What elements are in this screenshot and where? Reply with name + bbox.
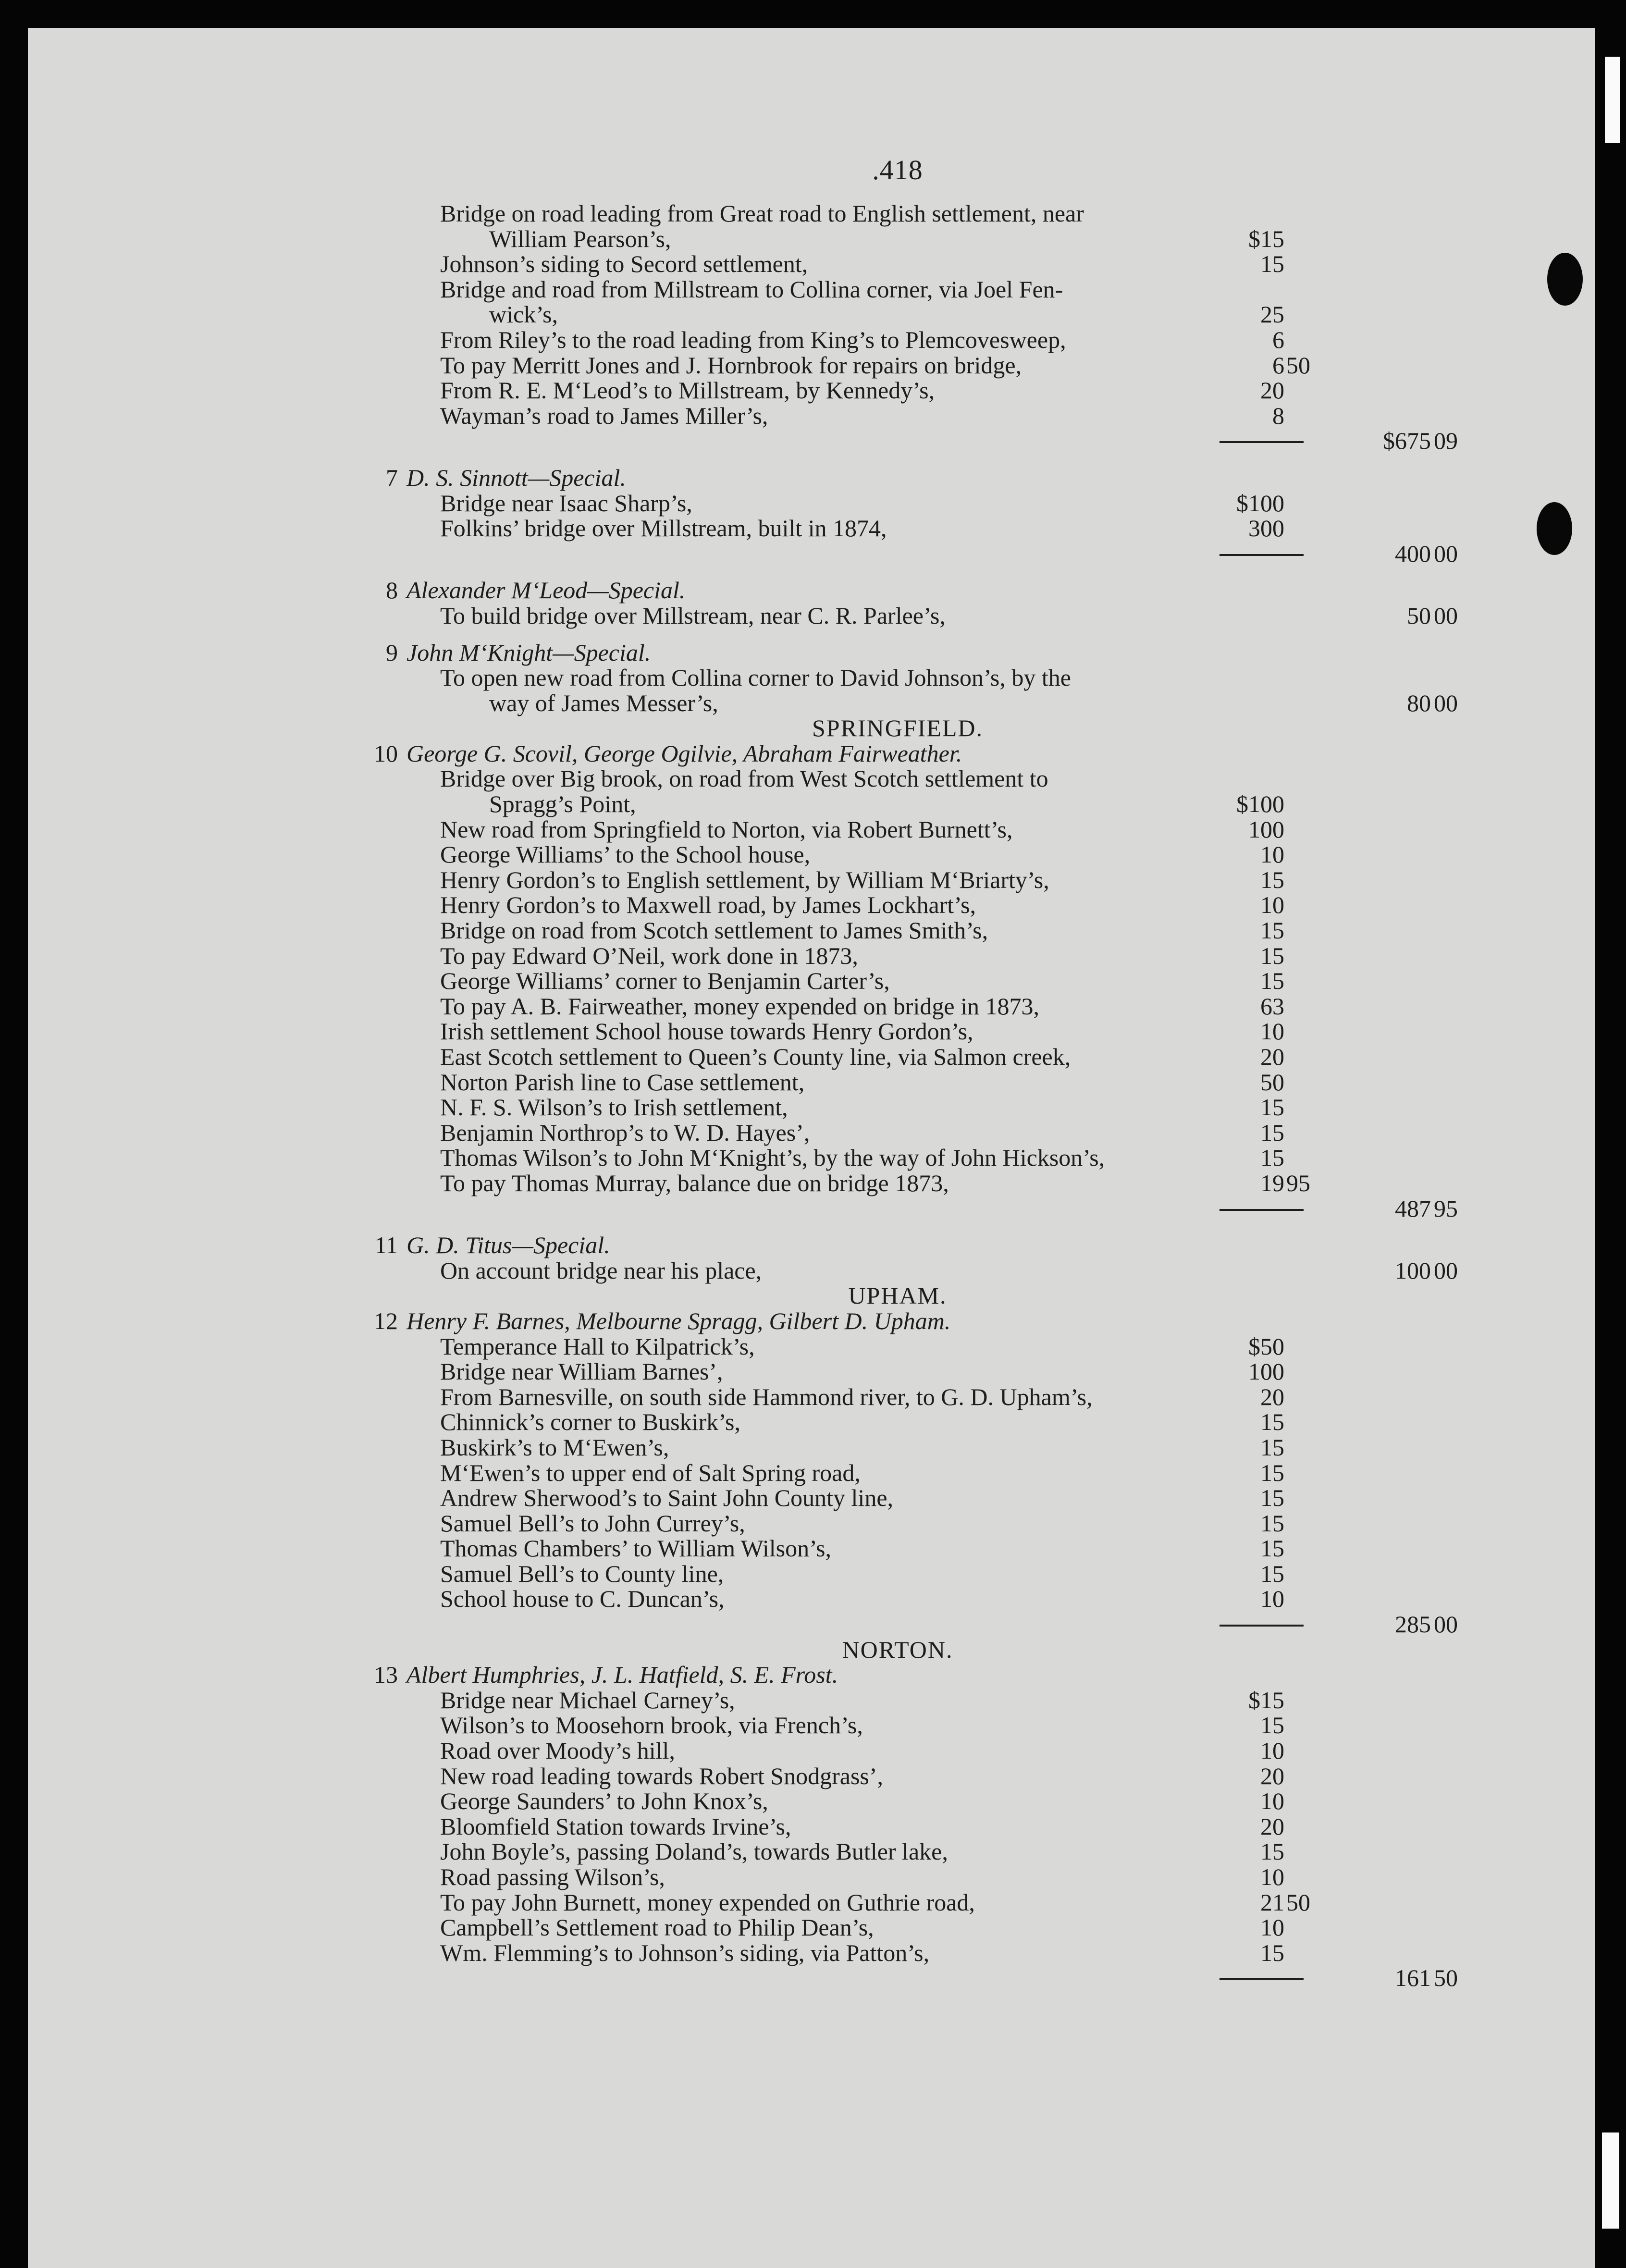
ledger-entry bbox=[359, 943, 1436, 969]
total-cents: 00 bbox=[1434, 1257, 1458, 1284]
ledger-entry bbox=[359, 918, 1436, 943]
parish-name: UPHAM. bbox=[848, 1282, 947, 1309]
ledger-entry bbox=[359, 1713, 1436, 1738]
entry-number: 13 bbox=[374, 1661, 398, 1689]
amount-dollars: $15 bbox=[1248, 225, 1284, 252]
ledger-entry bbox=[359, 766, 1436, 791]
ledger-entry bbox=[359, 1460, 1436, 1486]
amount-dollars: 10 bbox=[1260, 1863, 1284, 1890]
ledger-entry bbox=[359, 403, 1436, 429]
entry-description: Bridge near Michael Carney’s, bbox=[440, 1686, 735, 1713]
ledger-entry bbox=[359, 1384, 1436, 1410]
amount-dollars: 10 bbox=[1260, 1018, 1284, 1045]
edge-tab-bottom bbox=[1602, 2132, 1619, 2229]
ledger-entry bbox=[359, 1145, 1436, 1171]
amount-dollars: 6 bbox=[1272, 351, 1284, 379]
entry-description: George Saunders’ to John Knox’s, bbox=[440, 1787, 768, 1815]
amount-dollars: 15 bbox=[1260, 1712, 1284, 1739]
amount-dollars: 20 bbox=[1260, 1043, 1284, 1070]
entry-description: George Williams’ to the School house, bbox=[440, 841, 811, 868]
sum-rule bbox=[1220, 1978, 1304, 1980]
entry-description: N. F. S. Wilson’s to Irish settlement, bbox=[440, 1094, 788, 1121]
amount-dollars: 10 bbox=[1260, 891, 1284, 919]
ledger-entry bbox=[359, 1171, 1436, 1196]
ledger-entry-continued bbox=[359, 791, 1436, 817]
entry-description: Chinnick’s corner to Buskirk’s, bbox=[440, 1408, 740, 1436]
amount-dollars: 15 bbox=[1260, 1408, 1284, 1436]
entry-description: wick’s, bbox=[489, 301, 558, 328]
amount-cents: 50 bbox=[1286, 351, 1310, 379]
total-dollars: 161 bbox=[1395, 1964, 1431, 1992]
commissioner-names: D. S. Sinnott—Special. bbox=[406, 464, 626, 491]
ledger-entry bbox=[359, 1536, 1436, 1561]
entry-description: Bridge and road from Millstream to Collina corner, via Joel Fen- bbox=[440, 275, 1063, 303]
commissioner-names: G. D. Titus—Special. bbox=[406, 1232, 610, 1259]
commissioner-names: Alexander M‘Leod—Special. bbox=[406, 577, 686, 604]
entry-description: Wm. Flemming’s to Johnson’s siding, via Patton’s, bbox=[440, 1939, 930, 1966]
ledger-entry bbox=[359, 251, 1436, 277]
document-page bbox=[28, 28, 1595, 2268]
entry-description: New road leading towards Robert Snodgrass’, bbox=[440, 1762, 884, 1789]
entry-description: Benjamin Northrop’s to W. D. Hayes’, bbox=[440, 1119, 810, 1146]
entry-number: 10 bbox=[374, 740, 398, 767]
entry-description: way of James Messer’s, bbox=[489, 689, 718, 716]
amount-dollars: 300 bbox=[1248, 515, 1284, 542]
entry-description: John Boyle’s, passing Doland’s, towards Butler lake, bbox=[440, 1838, 948, 1865]
entry-description: To open new road from Collina corner to David Johnson’s, by the bbox=[440, 664, 1071, 691]
entry-description: Johnson’s siding to Secord settlement, bbox=[440, 250, 808, 278]
ledger-entry bbox=[359, 1511, 1436, 1536]
entry-description: Bridge near Isaac Sharp’s, bbox=[440, 489, 692, 517]
entry-description: Thomas Chambers’ to William Wilson’s, bbox=[440, 1535, 831, 1562]
amount-dollars: 15 bbox=[1260, 942, 1284, 969]
commissioner-heading bbox=[359, 578, 1436, 603]
entry-number: 12 bbox=[374, 1307, 398, 1334]
row-spacer bbox=[359, 629, 1436, 640]
sum-rule bbox=[1220, 1209, 1304, 1211]
ledger-entry-continued bbox=[359, 302, 1436, 327]
ledger-entry bbox=[359, 1788, 1436, 1814]
ledger-entry bbox=[359, 1044, 1436, 1070]
ledger-entry bbox=[359, 817, 1436, 842]
sum-rule bbox=[1220, 554, 1304, 556]
amount-dollars: 15 bbox=[1260, 866, 1284, 893]
amount-dollars: 15 bbox=[1260, 1535, 1284, 1562]
commissioner-names: John M‘Knight—Special. bbox=[406, 639, 651, 666]
ledger-entry bbox=[359, 968, 1436, 994]
entry-description: Buskirk’s to M‘Ewen’s, bbox=[440, 1433, 669, 1461]
amount-dollars: 15 bbox=[1260, 1433, 1284, 1461]
row-spacer bbox=[359, 566, 1436, 578]
amount-dollars: 15 bbox=[1260, 917, 1284, 944]
entry-description: Andrew Sherwood’s to Saint John County line, bbox=[440, 1484, 894, 1512]
total-dollars: 285 bbox=[1395, 1611, 1431, 1638]
amount-dollars: 20 bbox=[1260, 1762, 1284, 1789]
ledger-entry bbox=[359, 1864, 1436, 1890]
amount-dollars: 15 bbox=[1260, 967, 1284, 995]
total-cents: 50 bbox=[1434, 1964, 1458, 1992]
entry-description: Road over Moody’s hill, bbox=[440, 1737, 675, 1764]
commissioner-names: Henry F. Barnes, Melbourne Spragg, Gilbert D. Upham. bbox=[406, 1307, 951, 1334]
entry-number: 9 bbox=[386, 639, 398, 666]
subtotal-row bbox=[359, 540, 1458, 567]
ledger-entry bbox=[359, 1561, 1436, 1587]
amount-dollars: 100 bbox=[1248, 815, 1284, 843]
ledger-entry bbox=[359, 1070, 1436, 1095]
entry-description: William Pearson’s, bbox=[489, 225, 671, 252]
page-number: .418 bbox=[872, 154, 923, 185]
ledger-entry bbox=[359, 201, 1436, 226]
entry-number: 7 bbox=[386, 464, 398, 491]
ledger-entry bbox=[359, 1940, 1436, 1966]
ledger-entry bbox=[359, 867, 1436, 893]
ledger-entry bbox=[359, 1095, 1436, 1120]
edge-tab-top bbox=[1605, 57, 1620, 143]
entry-description: Norton Parish line to Case settlement, bbox=[440, 1068, 805, 1096]
commissioner-names: Albert Humphries, J. L. Hatfield, S. E. Frost. bbox=[406, 1661, 838, 1689]
amount-dollars: 25 bbox=[1260, 301, 1284, 328]
entry-description: Road passing Wilson’s, bbox=[440, 1863, 665, 1890]
entry-number: 8 bbox=[386, 577, 398, 604]
entry-description: To pay Thomas Murray, balance due on bridge 1873, bbox=[440, 1169, 949, 1196]
ledger-entry bbox=[359, 1257, 1458, 1284]
subtotal-row bbox=[359, 1964, 1458, 1992]
parish-heading bbox=[359, 1637, 1436, 1663]
row-spacer bbox=[359, 454, 1436, 465]
amount-dollars: $100 bbox=[1236, 790, 1284, 818]
commissioner-heading bbox=[359, 640, 1436, 666]
amount-dollars: $50 bbox=[1248, 1332, 1284, 1360]
amount-dollars: 15 bbox=[1260, 1509, 1284, 1537]
entry-description: New road from Springfield to Norton, via Robert Burnett’s, bbox=[440, 815, 1013, 843]
entry-description: Bridge on road leading from Great road to English settlement, near bbox=[440, 200, 1084, 227]
ledger-entry bbox=[359, 1738, 1436, 1763]
amount-dollars: 10 bbox=[1260, 841, 1284, 868]
amount-dollars: 50 bbox=[1260, 1068, 1284, 1096]
ledger-entry bbox=[359, 1586, 1436, 1612]
ledger-entry bbox=[359, 1409, 1436, 1435]
amount-dollars: 21 bbox=[1260, 1888, 1284, 1916]
ledger-entry-continued bbox=[359, 226, 1436, 252]
amount-dollars: 15 bbox=[1260, 1838, 1284, 1865]
sum-rule bbox=[1220, 441, 1304, 443]
amount-dollars: 15 bbox=[1260, 1119, 1284, 1146]
total-dollars: 400 bbox=[1395, 540, 1431, 567]
commissioner-names: George G. Scovil, George Ogilvie, Abraham Fairweather. bbox=[406, 740, 962, 767]
ledger-entry bbox=[359, 277, 1436, 302]
punch-hole-upper bbox=[1547, 253, 1583, 306]
total-cents: 00 bbox=[1434, 602, 1458, 629]
amount-dollars: 10 bbox=[1260, 1787, 1284, 1815]
entry-description: From Riley’s to the road leading from King’s to Plemcovesweep, bbox=[440, 326, 1066, 353]
total-cents: 00 bbox=[1434, 540, 1458, 567]
total-dollars: 50 bbox=[1407, 602, 1431, 629]
entry-description: Wayman’s road to James Miller’s, bbox=[440, 402, 768, 429]
entry-description: Bridge near William Barnes’, bbox=[440, 1358, 723, 1385]
ledger-entry bbox=[359, 1814, 1436, 1839]
commissioner-heading bbox=[359, 1662, 1436, 1688]
total-cents: 95 bbox=[1434, 1195, 1458, 1222]
amount-dollars: 19 bbox=[1260, 1169, 1284, 1196]
amount-dollars: 10 bbox=[1260, 1585, 1284, 1613]
amount-dollars: 20 bbox=[1260, 1812, 1284, 1840]
amount-dollars: 100 bbox=[1248, 1358, 1284, 1385]
total-dollars: 487 bbox=[1395, 1195, 1431, 1222]
ledger-entry bbox=[359, 994, 1436, 1019]
amount-dollars: 15 bbox=[1260, 1144, 1284, 1171]
total-dollars: 80 bbox=[1407, 689, 1431, 716]
parish-name: SPRINGFIELD. bbox=[812, 715, 983, 742]
entry-description: On account bridge near his place, bbox=[440, 1257, 762, 1284]
ledger-entry bbox=[359, 1763, 1436, 1789]
commissioner-heading bbox=[359, 1308, 1436, 1334]
ledger-entry bbox=[359, 842, 1436, 867]
amount-dollars: 10 bbox=[1260, 1737, 1284, 1764]
amount-dollars: 8 bbox=[1272, 402, 1284, 429]
commissioner-heading bbox=[359, 1233, 1436, 1258]
entry-description: Bloomfield Station towards Irvine’s, bbox=[440, 1812, 791, 1840]
entry-description: Bridge on road from Scotch settlement to James Smith’s, bbox=[440, 917, 988, 944]
entry-number: 11 bbox=[374, 1232, 398, 1259]
ledger-entry bbox=[359, 1839, 1436, 1864]
ledger-entry bbox=[359, 1688, 1436, 1713]
entry-description: To pay Merritt Jones and J. Hornbrook for repairs on bridge, bbox=[440, 351, 1022, 379]
ledger-entry bbox=[359, 1359, 1436, 1384]
entry-description: Wilson’s to Moosehorn brook, via French’s, bbox=[440, 1712, 863, 1739]
ledger-entry bbox=[359, 1019, 1436, 1044]
subtotal-row bbox=[359, 1611, 1458, 1638]
entry-description: School house to C. Duncan’s, bbox=[440, 1585, 725, 1613]
entry-description: Samuel Bell’s to County line, bbox=[440, 1560, 724, 1587]
entry-description: From R. E. M‘Leod’s to Millstream, by Kennedy’s, bbox=[440, 377, 935, 404]
amount-cents: 95 bbox=[1286, 1169, 1310, 1196]
entry-description: M‘Ewen’s to upper end of Salt Spring road, bbox=[440, 1459, 861, 1486]
punch-hole-lower bbox=[1537, 502, 1572, 555]
total-cents: 00 bbox=[1434, 1611, 1458, 1638]
entry-description: To pay A. B. Fairweather, money expended on bridge in 1873, bbox=[440, 992, 1039, 1020]
parish-heading bbox=[359, 715, 1436, 741]
entry-description: To build bridge over Millstream, near C. R. Parlee’s, bbox=[440, 602, 946, 629]
commissioner-heading bbox=[359, 741, 1436, 766]
ledger-entry bbox=[359, 327, 1436, 353]
ledger-entry-continued bbox=[359, 689, 1458, 716]
ledger-entry bbox=[359, 1485, 1436, 1511]
entry-description: Henry Gordon’s to Maxwell road, by James Lockhart’s, bbox=[440, 891, 976, 919]
amount-dollars: 20 bbox=[1260, 1383, 1284, 1410]
total-cents: 09 bbox=[1434, 427, 1458, 455]
amount-dollars: 15 bbox=[1260, 1484, 1284, 1512]
ledger-entry bbox=[359, 602, 1458, 629]
ledger-content bbox=[359, 200, 1458, 1992]
ledger-entry bbox=[359, 353, 1436, 378]
entry-description: Bridge over Big brook, on road from West Scotch settlement to bbox=[440, 765, 1048, 792]
entry-description: Irish settlement School house towards Henry Gordon’s, bbox=[440, 1018, 973, 1045]
parish-heading bbox=[359, 1283, 1436, 1308]
ledger-entry bbox=[359, 1435, 1436, 1460]
total-dollars: 100 bbox=[1395, 1257, 1431, 1284]
ledger-entry bbox=[359, 516, 1436, 541]
commissioner-heading bbox=[359, 465, 1436, 491]
entry-description: Campbell’s Settlement road to Philip Dean’s, bbox=[440, 1914, 874, 1941]
amount-dollars: $15 bbox=[1248, 1686, 1284, 1713]
entry-description: Thomas Wilson’s to John M‘Knight’s, by the way of John Hickson’s, bbox=[440, 1144, 1105, 1171]
amount-dollars: 10 bbox=[1260, 1914, 1284, 1941]
subtotal-row bbox=[359, 427, 1458, 455]
entry-description: Samuel Bell’s to John Currey’s, bbox=[440, 1509, 745, 1537]
ledger-entry bbox=[359, 1915, 1436, 1940]
entry-description: Temperance Hall to Kilpatrick’s, bbox=[440, 1332, 755, 1360]
amount-dollars: 15 bbox=[1260, 1459, 1284, 1486]
amount-cents: 50 bbox=[1286, 1888, 1310, 1916]
ledger-entry bbox=[359, 1334, 1436, 1359]
total-cents: 00 bbox=[1434, 689, 1458, 716]
entry-description: Spragg’s Point, bbox=[489, 790, 636, 818]
amount-dollars: 20 bbox=[1260, 377, 1284, 404]
ledger-entry bbox=[359, 491, 1436, 516]
amount-dollars: 6 bbox=[1272, 326, 1284, 353]
amount-dollars: 63 bbox=[1260, 992, 1284, 1020]
entry-description: East Scotch settlement to Queen’s County line, via Salmon creek, bbox=[440, 1043, 1071, 1070]
parish-name: NORTON. bbox=[842, 1636, 953, 1663]
amount-dollars: $100 bbox=[1236, 489, 1284, 517]
total-dollars: $675 bbox=[1383, 427, 1431, 455]
sum-rule bbox=[1220, 1625, 1304, 1627]
entry-description: Henry Gordon’s to English settlement, by William M‘Briarty’s, bbox=[440, 866, 1049, 893]
entry-description: To pay Edward O’Neil, work done in 1873, bbox=[440, 942, 858, 969]
subtotal-row bbox=[359, 1195, 1458, 1222]
entry-description: From Barnesville, on south side Hammond river, to G. D. Upham’s, bbox=[440, 1383, 1093, 1410]
amount-dollars: 15 bbox=[1260, 1560, 1284, 1587]
amount-dollars: 15 bbox=[1260, 250, 1284, 278]
entry-description: To pay John Burnett, money expended on Guthrie road, bbox=[440, 1888, 975, 1916]
entry-description: George Williams’ corner to Benjamin Carter’s, bbox=[440, 967, 890, 995]
amount-dollars: 15 bbox=[1260, 1939, 1284, 1966]
ledger-entry bbox=[359, 1120, 1436, 1146]
ledger-entry bbox=[359, 665, 1436, 690]
ledger-entry bbox=[359, 1890, 1436, 1915]
ledger-entry bbox=[359, 892, 1436, 918]
entry-description: Folkins’ bridge over Millstream, built in 1874, bbox=[440, 515, 887, 542]
amount-dollars: 15 bbox=[1260, 1094, 1284, 1121]
row-spacer bbox=[359, 1221, 1436, 1233]
ledger-entry bbox=[359, 378, 1436, 403]
